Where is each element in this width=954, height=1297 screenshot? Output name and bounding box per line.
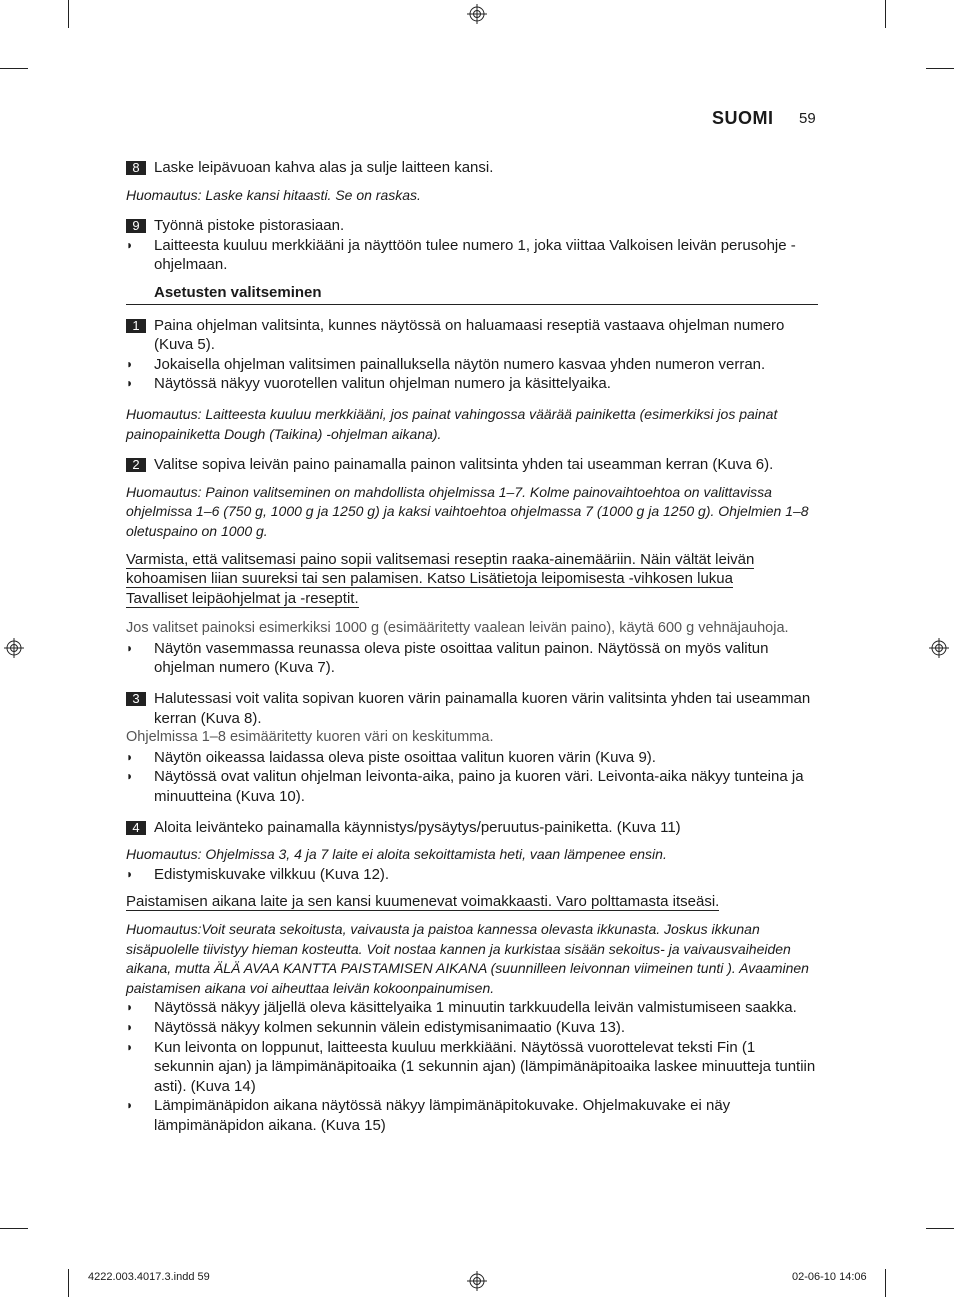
- note: Huomautus: Laske kansi hitaasti. Se on raskas.: [126, 186, 421, 203]
- step-text: Aloita leivänteko painamalla käynnistys/pysäytys/peruutus-painiketta. (Kuva 11): [154, 818, 681, 836]
- bullet-icon: ◗: [126, 640, 134, 655]
- bullet-item: ◗ Edistymiskuvake vilkkuu (Kuva 12).: [126, 865, 390, 883]
- bullet-item: ◗ Laitteesta kuuluu merkkiääni ja näyttöön tulee numero 1, joka viittaa Valkoisen leivän perusohje -ohjelmaan.: [126, 236, 796, 274]
- step-2: [126, 455, 818, 475]
- note: Huomautus:Voit seurata sekoitusta, vaivausta ja paistoa kannessa olevasta ikkunasta. Joskus ikkunan sisäpuolelle tiivistyy hieman kosteutta. Voit nostaa kannen ja kurkistaa sisään sekoitus- ja vaivausvaiheiden aikana, mutta ÄLÄ AVAA KANTTA PAISTAMISEN AIKANA (suunnilleen leivonnan viimeinen tunti ). Avaaminen paistamisen aikana voi aiheuttaa leivän kokoonpainumisen.: [126, 921, 809, 996]
- bullet-icon: ◗: [126, 769, 134, 784]
- note: Huomautus: Laitteesta kuuluu merkkiääni, jos painat vahingossa väärää painiketta (esimerkiksi jos painat painopainiketta Dough (Taikina) -ohjelman aikana).: [126, 405, 778, 442]
- registration-mark-icon: [4, 638, 24, 658]
- step-text: Paina ohjelman valitsinta, kunnes näytössä on haluamaasi reseptiä vastaava ohjelman numero (Kuva 5).: [154, 316, 785, 354]
- bullet-item: ◗ Lämpimänäpidon aikana näytössä näkyy lämpimänäpitokuvake. Ohjelmakuvake ei näy lämpimänäpidon aikana. (Kuva 15): [126, 1097, 731, 1134]
- step-number: 2: [126, 458, 146, 472]
- note: Huomautus: Painon valitseminen on mahdollista ohjelmissa 1–7. Kolme painovaihtoehtoa on valittavissa ohjelmissa 1–6 (750 g, 1000 g ja 1250 g) ja kaksi vaihtoehtoa ohjelmassa 7 (1000 g ja 1250 g). Ohjelmien 1–8 oletuspaino on 1000 g.: [126, 483, 809, 539]
- crop-mark: [0, 68, 28, 69]
- info-text: Ohjelmissa 1–8 esimääritetty kuoren väri on keskitumma.: [126, 729, 494, 746]
- step-number: 1: [126, 319, 146, 333]
- bullet-icon: ◗: [126, 376, 134, 391]
- registration-mark-icon: [467, 1271, 487, 1291]
- bullet-icon: ◗: [126, 749, 134, 764]
- bullet-icon: ◗: [126, 866, 134, 881]
- bullet-icon: ◗: [126, 237, 134, 252]
- step-text: Työnnä pistoke pistorasiaan.: [154, 217, 345, 235]
- bullet-item: ◗ Kun leivonta on loppunut, laitteesta kuuluu merkkiääni. Näytössä vuorottelevat teksti Fin (1 sekunnin ajan) ja lämpimänäpitoaika (1 sekunnin ajan) (lämpimänäpitoaika laskee minuutteja tuntiin asti). (Kuva 14): [126, 1038, 816, 1095]
- crop-mark: [926, 68, 954, 69]
- page-number: 59: [799, 110, 816, 127]
- page-content: [126, 158, 818, 1136]
- step-9: [126, 216, 818, 236]
- step-text: Valitse sopiva leivän paino painamalla painon valitsinta yhden tai useamman kerran (Kuva 6).: [154, 456, 774, 474]
- crop-mark: [68, 1269, 69, 1297]
- bullet-item: ◗ Näytön oikeassa laidassa oleva piste osoittaa valitun kuoren värin (Kuva 9).: [126, 748, 656, 766]
- bullet-item: ◗ Näytössä näkyy vuorotellen valitun ohjelman numero ja käsittelyaika.: [126, 375, 611, 393]
- bullet-icon: ◗: [126, 356, 134, 371]
- crop-mark: [926, 1228, 954, 1229]
- bullet-item: ◗ Näytössä näkyy jäljellä oleva käsittelyaika 1 minuutin tarkkuudella leivän valmistumiseen saakka.: [126, 999, 797, 1017]
- section-heading: Asetusten valitseminen: [126, 283, 818, 305]
- step-number: 9: [126, 219, 146, 233]
- bullet-item: ◗ Näytön vasemmassa reunassa oleva piste osoittaa valitun painon. Näytössä on myös valitun ohjelman numero (Kuva 7).: [126, 639, 769, 677]
- bullet-icon: ◗: [126, 1000, 134, 1015]
- step-4: [126, 818, 818, 838]
- footer-date: 02-06-10 14:06: [792, 1271, 867, 1283]
- crop-mark: [885, 1269, 886, 1297]
- registration-mark-icon: [467, 4, 487, 24]
- bullet-item: ◗ Näytössä ovat valitun ohjelman leivonta-aika, paino ja kuoren väri. Leivonta-aika näkyy tunteina ja minuutteina (Kuva 10).: [126, 768, 804, 806]
- step-3: [126, 689, 818, 728]
- footer-file: 4222.003.4017.3.indd 59: [88, 1271, 210, 1283]
- warning-text: Paistamisen aikana laite ja sen kansi kuumenevat voimakkaasti. Varo polttamasta itseäsi.: [126, 893, 720, 911]
- crop-mark: [885, 0, 886, 28]
- step-number: 3: [126, 692, 146, 706]
- step-text: Halutessasi voit valita sopivan kuoren värin painamalla kuoren värin valitsinta yhden tai useamman kerran (Kuva 8).: [154, 690, 811, 727]
- bullet-icon: ◗: [126, 1098, 134, 1113]
- info-text: Jos valitset painoksi esimerkiksi 1000 g (esimääritetty vaalean leivän paino), käytä 600 g vehnäjauhoja.: [126, 620, 789, 637]
- section-language: SUOMI: [712, 108, 774, 128]
- step-number: 4: [126, 821, 146, 835]
- step-8: [126, 158, 818, 178]
- step-1: [126, 316, 818, 355]
- bullet-item: ◗ Näytössä näkyy kolmen sekunnin välein edistymisanimaatio (Kuva 13).: [126, 1018, 626, 1036]
- registration-mark-icon: [929, 638, 949, 658]
- note: Huomautus: Ohjelmissa 3, 4 ja 7 laite ei aloita sekoittamista heti, vaan lämpenee ensin.: [126, 846, 667, 863]
- bullet-icon: ◗: [126, 1019, 134, 1034]
- crop-mark: [68, 0, 69, 28]
- step-number: 8: [126, 161, 146, 175]
- step-text: Laske leipävuoan kahva alas ja sulje laitteen kansi.: [154, 159, 494, 176]
- bullet-item: ◗ Jokaisella ohjelman valitsimen painalluksella näytön numero kasvaa yhden numeron verran.: [126, 355, 766, 373]
- crop-mark: [0, 1228, 28, 1229]
- bullet-icon: ◗: [126, 1039, 134, 1054]
- warning-text: Varmista, että valitsemasi paino sopii valitsemasi reseptin raaka-ainemääriin. Näin vältät leivän kohoamisen liian suureksi tai sen palamisen. Katso Lisätietoja leipomisesta -vihkosen lukua Tavalliset leipäohjelmat ja -reseptit.: [126, 550, 755, 607]
